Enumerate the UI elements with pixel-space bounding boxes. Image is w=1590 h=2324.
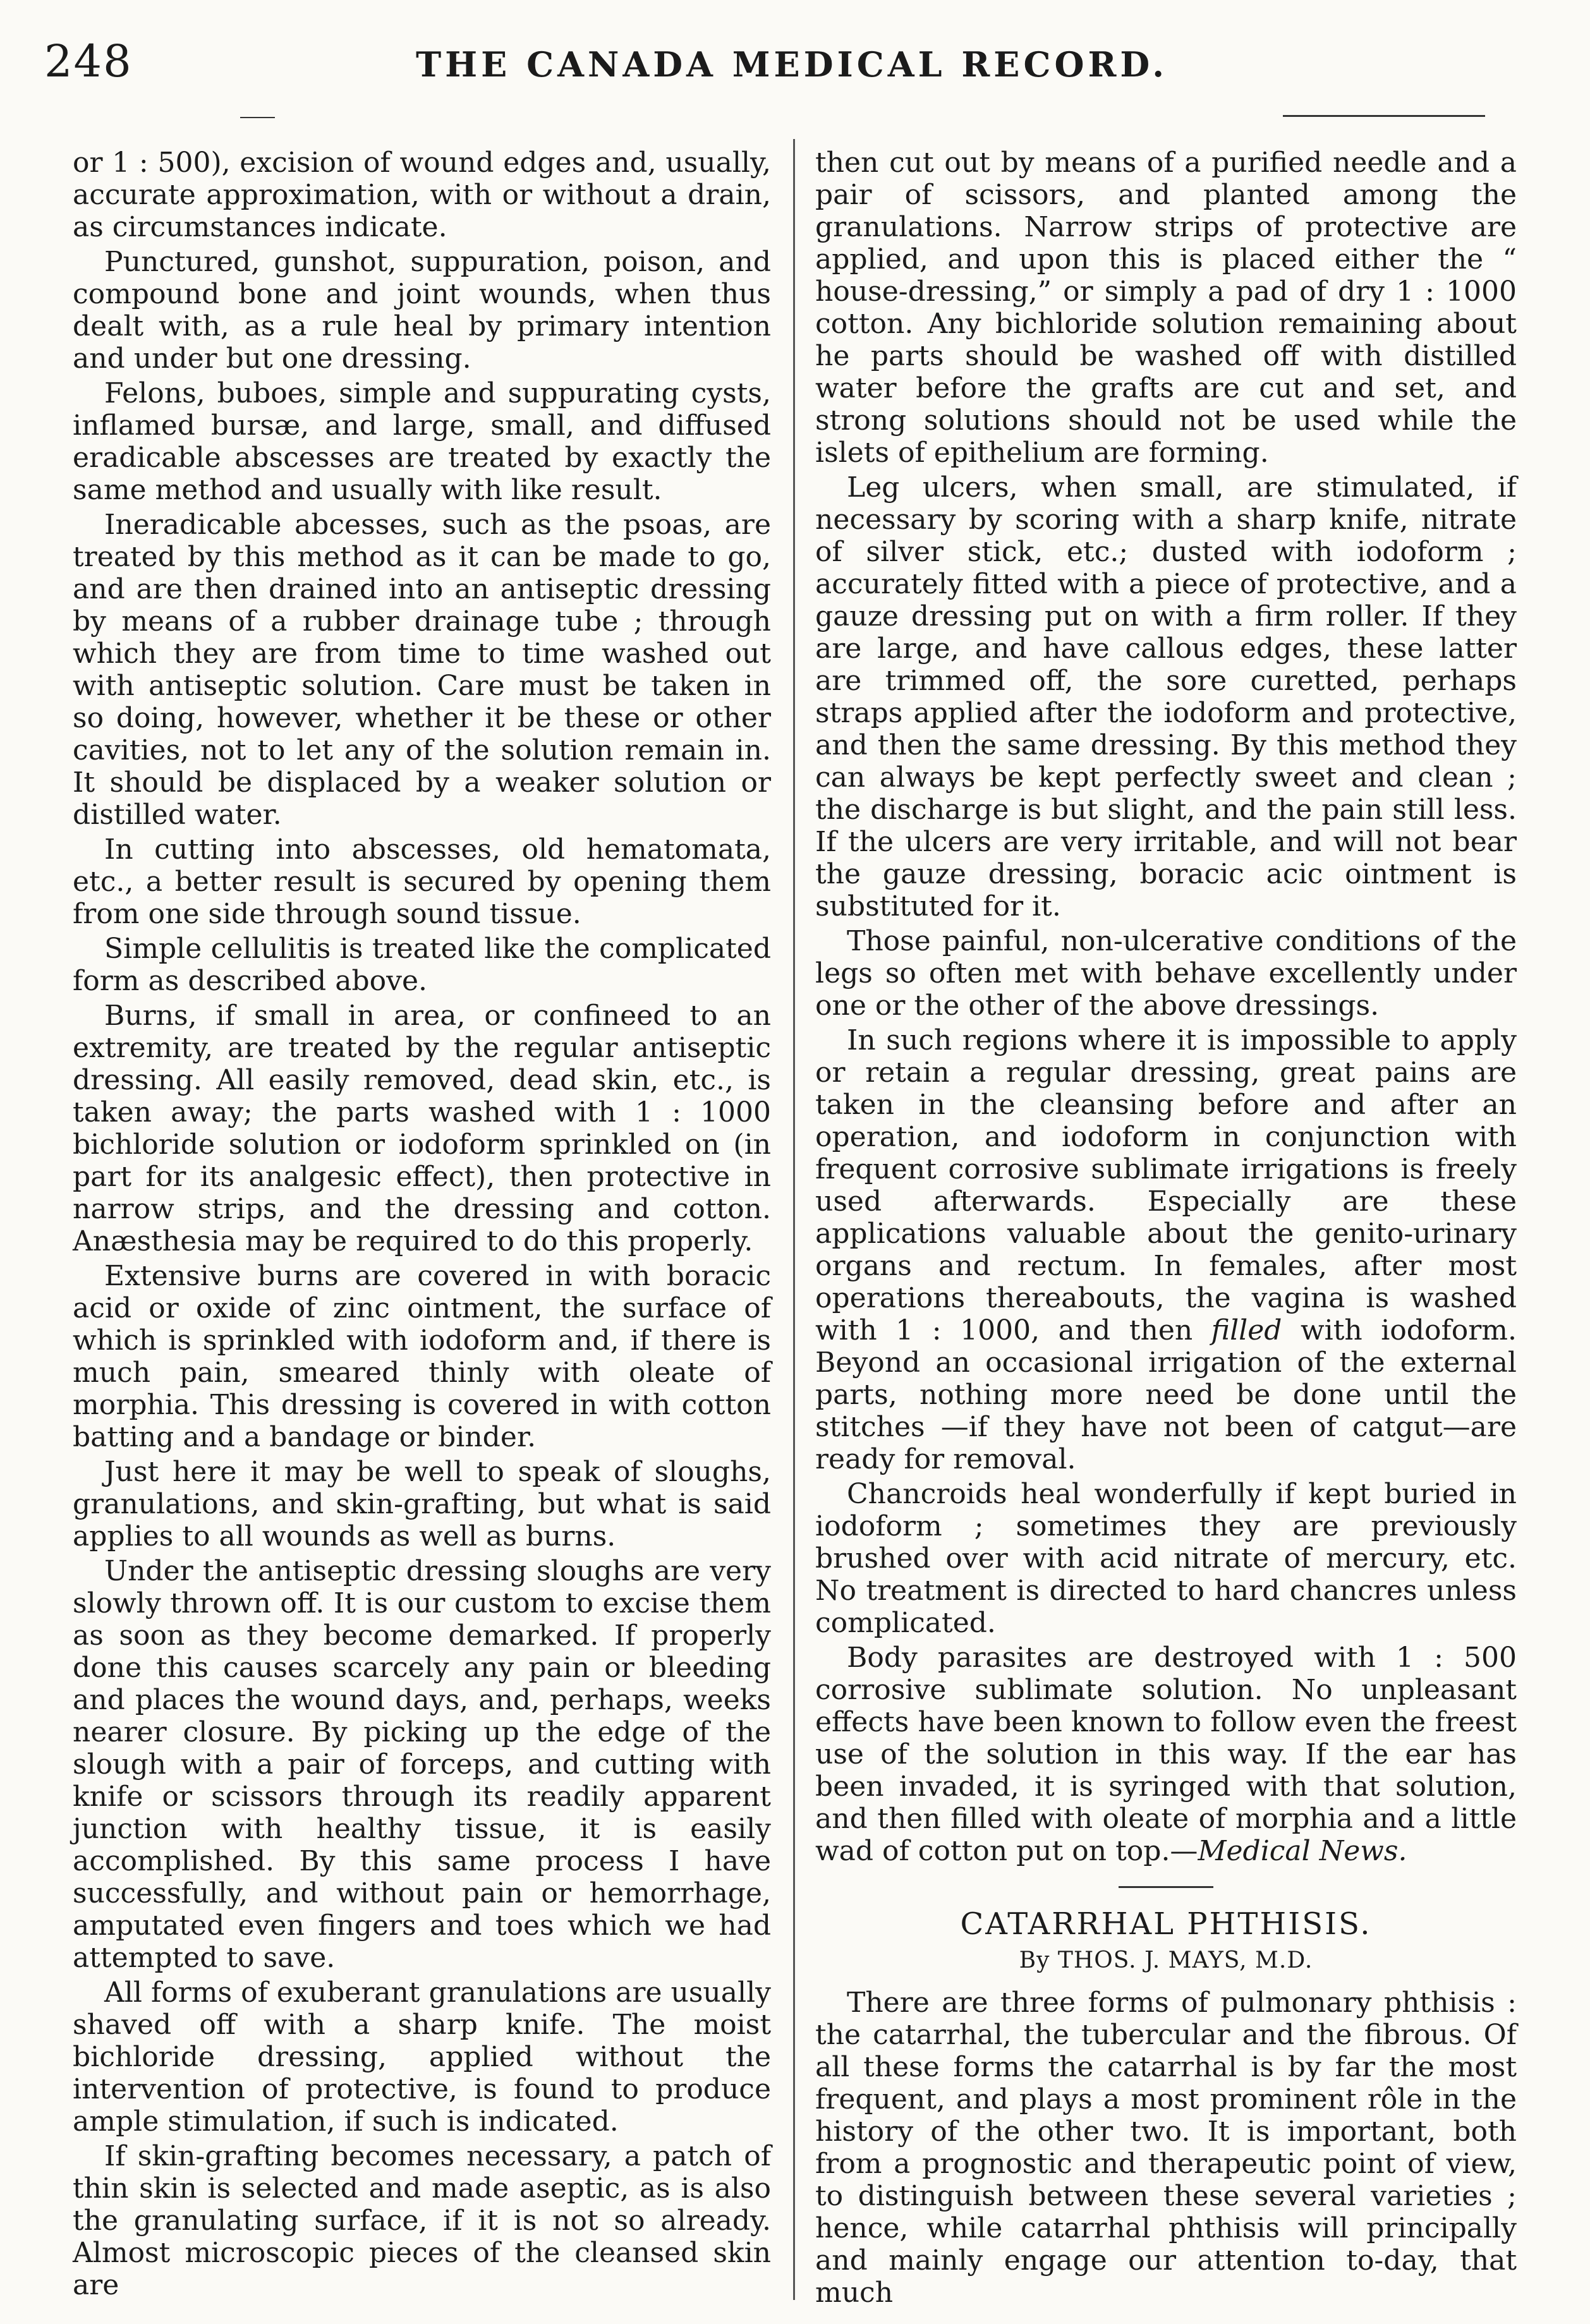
paragraph xyxy=(815,1642,1517,1867)
emphasis-filled: filled xyxy=(1211,1314,1282,1347)
paragraph: Felons, buboes, simple and suppurating cysts, inflamed bursæ, and large, small, and diffused eradicable abscesses are treated by exactly the same method and usually with like result. xyxy=(73,377,771,506)
paragraph: Extensive burns are covered in with boracic acid or oxide of zinc ointment, the surface of which is sprinkled with iodoform and, if there is much pain, smeared thinly with oleate of morphia. This dressing is covered in with cotton batting and a bandage or binder. xyxy=(73,1260,771,1453)
paragraph: Those painful, non-ulcerative conditions of the legs so often met with behave excellently under one or the other of the above dressings. xyxy=(815,925,1517,1022)
paragraph: or 1 : 500), excision of wound edges and, usually, accurate approximation, with or without a drain, as circumstances indicate. xyxy=(73,147,771,243)
paragraph: Chancroids heal wonderfully if kept buried in iodoform ; sometimes they are previously brushed over with acid nitrate of mercury, etc. No treatment is directed to hard chancres unless complicated. xyxy=(815,1478,1517,1639)
header-rule-left xyxy=(240,117,275,118)
article-title: CATARRHAL PHTHISIS. xyxy=(960,1906,1372,1942)
page-header xyxy=(32,25,1552,107)
paragraph-text: In such regions where it is impossible to apply or retain a regular dressing, great pains are taken in the cleansing before and after an operation, and iodoform in conjunction with frequent corrosive sublimate irrigations is freely used afterwards. Especially are these applications valuable about the genito-urinary organs and rectum. In females, after most operations thereabouts, the vagina is washed with 1 : 1000, and then xyxy=(815,1024,1517,1347)
paragraph: Simple cellulitis is treated like the complicated form as described above. xyxy=(73,933,771,997)
paragraph: There are three forms of pulmonary phthisis : the catarrhal, the tubercular and the fibrous. Of all these forms the catarrhal is by far the most frequent, and plays a most prominent rôle in the history of the other two. It is important, both from a prognostic and therapeutic point of view, to distinguish between these several varieties ; hence, while catarrhal phthisis will principally and mainly engage our attention to-day, that much xyxy=(815,1987,1517,2309)
paragraph: Under the antiseptic dressing sloughs are very slowly thrown off. It is our custom to excise them as soon as they become demarked. If properly done this causes scarcely any pain or bleeding and places the wound days, and, perhaps, weeks nearer closure. By picking up the edge of the slough with a pair of forceps, and cutting with knife or scissors through its readily apparent junction with healthy tissue, it is easily accomplished. By this same process I have successfully, and without pain or hemorrhage, amputated even fingers and toes which we had attempted to save. xyxy=(73,1555,771,1974)
paragraph: Just here it may be well to speak of sloughs, granulations, and skin-grafting, but what is said applies to all wounds as well as burns. xyxy=(73,1456,771,1552)
section-divider xyxy=(1119,1886,1213,1888)
header-rule-right xyxy=(1283,115,1485,117)
source-citation: Medical News. xyxy=(1198,1835,1407,1867)
journal-title: THE CANADA MEDICAL RECORD. xyxy=(415,44,1168,85)
paragraph-text: with iodoform. Beyond an occasional irrigation of the external parts, nothing more need be done until the stitches —if they have not been of catgut—are ready for removal. xyxy=(815,1314,1517,1475)
paragraph: All forms of exuberant granulations are usually shaved off with a sharp knife. The moist bichloride dressing, applied without the intervention of protective, is found to produce ample stimulation, if such is indicated. xyxy=(73,1976,771,2138)
right-column xyxy=(815,147,1517,2311)
column-divider xyxy=(793,139,795,2300)
paragraph: In cutting into abscesses, old hematomata, etc., a better result is secured by opening them from one side through sound tissue. xyxy=(73,833,771,930)
paragraph: then cut out by means of a purified needle and a pair of scissors, and planted among the granulations. Narrow strips of protective are applied, and upon this is placed either the “ house-dressing,” or simply a pad of dry 1 : 1000 cotton. Any bichloride solution remaining about he parts should be washed off with distilled water before the grafts are cut and set, and strong solutions should not be used while the islets of epithelium are forming. xyxy=(815,147,1517,469)
paragraph: Burns, if small in area, or confineed to an extremity, are treated by the regular antiseptic dressing. All easily removed, dead skin, etc., is taken away; the parts washed with 1 : 1000 bichloride solution or iodoform sprinkled on (in part for its analgesic effect), then protective in narrow strips, and the dressing and cotton. Anæsthesia may be required to do this properly. xyxy=(73,1000,771,1257)
paragraph-text: Body parasites are destroyed with 1 : 500 corrosive sublimate solution. No unpleasant effects have been known to follow even the freest use of the solution in this way. If the ear has been invaded, it is syringed with that solution, and then filled with oleate of morphia and a little wad of cotton put on top.— xyxy=(815,1642,1517,1867)
paragraph: Ineradicable abcesses, such as the psoas, are treated by this method as it can be made to go, and are then drained into an antiseptic dressing by means of a rubber drainage tube ; through which they are from time to time washed out with antiseptic solution. Care must be taken in so doing, however, whether it be these or other cavities, not to let any of the solution remain in. It should be displaced by a weaker solution or distilled water. xyxy=(73,509,771,831)
article-byline: By THOS. J. MAYS, M.D. xyxy=(1019,1947,1313,1973)
page-number: 248 xyxy=(44,35,133,87)
paragraph: Punctured, gunshot, suppuration, poison, and compound bone and joint wounds, when thus dealt with, as a rule heal by primary intention and under but one dressing. xyxy=(73,246,771,375)
left-column xyxy=(73,147,771,2304)
paragraph: Leg ulcers, when small, are stimulated, if necessary by scoring with a sharp knife, nitrate of silver stick, etc.; dusted with iodoform ; accurately fitted with a piece of protective, and a gauze dressing put on with a firm roller. If they are large, and have callous edges, these latter are trimmed off, the sore curetted, perhaps straps applied after the iodoform and protective, and then the same dressing. By this method they can always be kept perfectly sweet and clean ; the discharge is but slight, and the pain still less. If the ulcers are very irritable, and will not bear the gauze dressing, boracic acic ointment is substituted for it. xyxy=(815,471,1517,923)
paragraph xyxy=(815,1024,1517,1475)
paragraph: If skin-grafting becomes necessary, a patch of thin skin is selected and made aseptic, as is also the granulating surface, if it is not so already. Almost microscopic pieces of the cleansed skin are xyxy=(73,2140,771,2301)
